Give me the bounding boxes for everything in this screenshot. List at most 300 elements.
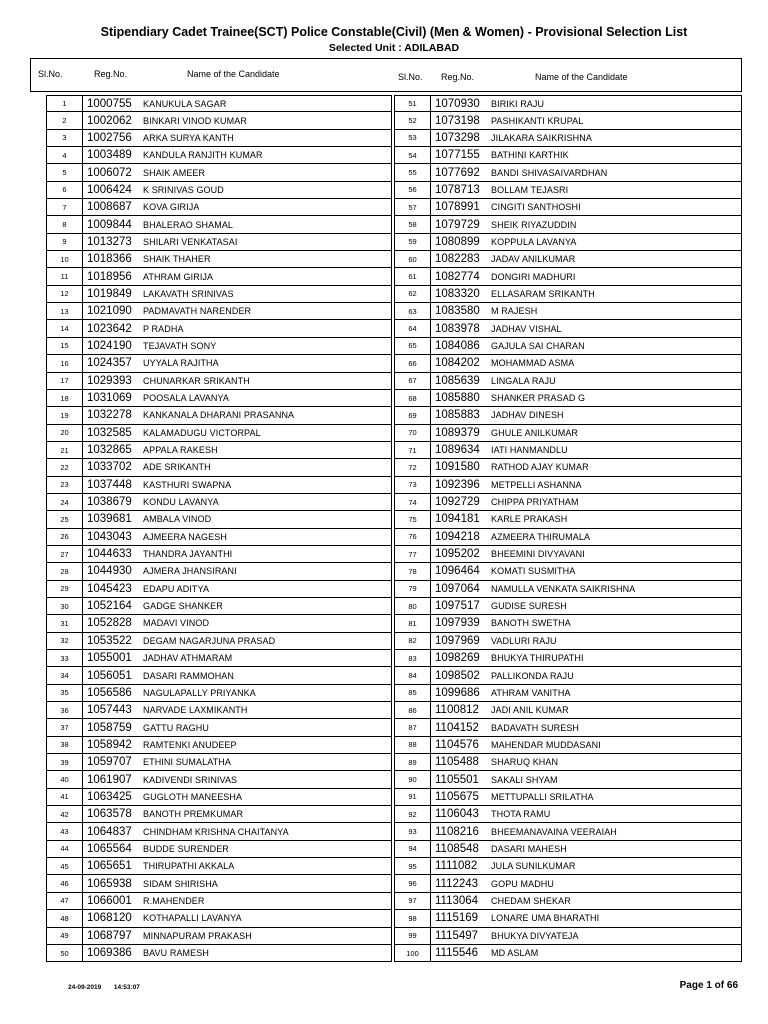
- candidate-name: SHEIK RIYAZUDDIN: [491, 219, 577, 230]
- candidate-name: SHARUQ KHAN: [491, 757, 559, 768]
- candidate-name: GUGLOTH MANEESHA: [143, 791, 243, 802]
- serial-number: 14: [47, 320, 83, 336]
- registration-number: 1106043: [435, 808, 479, 821]
- table-row: [46, 875, 392, 892]
- serial-number: 6: [47, 182, 83, 198]
- registration-number: 1063578: [87, 808, 132, 821]
- candidate-name: SHAIK AMEER: [143, 167, 206, 178]
- registration-number: 1069386: [87, 947, 132, 960]
- table-row: [394, 338, 742, 355]
- candidate-name: DONGIRI MADHURI: [491, 271, 576, 282]
- registration-number: 1033702: [87, 461, 132, 474]
- registration-number: 1085880: [435, 392, 480, 405]
- table-row: [46, 216, 392, 233]
- candidate-name: BAVU RAMESH: [143, 948, 209, 959]
- serial-number: 98: [395, 910, 431, 926]
- registration-number: 1009844: [87, 218, 132, 231]
- registration-number: 1112243: [435, 877, 479, 890]
- table-row: [46, 112, 392, 129]
- serial-number: 4: [47, 147, 83, 163]
- registration-number: 1038679: [87, 496, 132, 509]
- candidate-name: GHULE ANILKUMAR: [491, 427, 579, 438]
- table-row: [46, 841, 392, 858]
- serial-number: 27: [47, 546, 83, 562]
- table-row: [394, 390, 742, 407]
- right-column: [394, 95, 742, 962]
- table-row: [394, 910, 742, 927]
- table-row: [46, 459, 392, 476]
- registration-number: 1056586: [87, 686, 132, 699]
- table-row: [46, 789, 392, 806]
- registration-number: 1045423: [87, 582, 132, 595]
- table-row: [46, 95, 392, 112]
- serial-number: 45: [47, 858, 83, 874]
- registration-number: 1073198: [435, 114, 480, 127]
- registration-number: 1032865: [87, 444, 132, 457]
- candidate-name: JILAKARA SAIKRISHNA: [491, 132, 592, 143]
- serial-number: 80: [395, 598, 431, 614]
- table-row: [394, 771, 742, 788]
- table-row: [394, 303, 742, 320]
- candidate-name: P RADHA: [143, 323, 184, 334]
- table-row: [394, 442, 742, 459]
- registration-number: 1006424: [87, 183, 132, 196]
- table-row: [46, 858, 392, 875]
- serial-number: 16: [47, 355, 83, 371]
- serial-number: 41: [47, 789, 83, 805]
- candidate-name: K SRINIVAS GOUD: [143, 184, 224, 195]
- serial-number: 70: [395, 425, 431, 441]
- registration-number: 1037448: [87, 478, 132, 491]
- table-row: [394, 875, 742, 892]
- candidate-name: CHUNARKAR SRIKANTH: [143, 375, 250, 386]
- candidate-name: JADHAV ATHMARAM: [143, 653, 233, 664]
- candidate-name: JADI ANIL KUMAR: [491, 705, 569, 716]
- candidate-name: BANOTH PREMKUMAR: [143, 809, 244, 820]
- serial-number: 40: [47, 771, 83, 787]
- registration-number: 1043043: [87, 530, 132, 543]
- table-row: [46, 234, 392, 251]
- registration-number: 1084202: [435, 357, 480, 370]
- serial-number: 21: [47, 442, 83, 458]
- candidate-name: MOHAMMAD ASMA: [491, 358, 575, 369]
- candidate-name: SHILARI VENKATASAI: [143, 236, 238, 247]
- registration-number: 1095202: [435, 548, 480, 561]
- registration-number: 1099686: [435, 686, 480, 699]
- candidate-name: ELLASARAM SRIKANTH: [491, 288, 595, 299]
- registration-number: 1089379: [435, 426, 480, 439]
- serial-number: 32: [47, 633, 83, 649]
- registration-number: 1000755: [87, 97, 132, 110]
- candidate-name: THIRUPATHI AKKALA: [143, 861, 235, 872]
- table-row: [394, 147, 742, 164]
- table-row: [394, 685, 742, 702]
- serial-number: 60: [395, 251, 431, 267]
- serial-number: 53: [395, 130, 431, 146]
- candidate-name: KARLE PRAKASH: [491, 514, 568, 525]
- candidate-name: VADLURI RAJU: [491, 635, 557, 646]
- serial-number: 36: [47, 702, 83, 718]
- serial-number: 33: [47, 650, 83, 666]
- footer-date: 24-09-2019: [68, 984, 102, 991]
- candidate-name: GADGE SHANKER: [143, 601, 223, 612]
- serial-number: 5: [47, 164, 83, 180]
- registration-number: 1002062: [87, 114, 132, 127]
- serial-number: 73: [395, 477, 431, 493]
- candidate-name: AMBALA VINOD: [143, 514, 212, 525]
- serial-number: 30: [47, 598, 83, 614]
- candidate-name: BHEEMINI DIVYAVANI: [491, 549, 585, 560]
- table-row: [394, 806, 742, 823]
- table-row: [46, 910, 392, 927]
- table-row: [394, 407, 742, 424]
- table-row: [394, 355, 742, 372]
- table-row: [46, 390, 392, 407]
- table-row: [394, 719, 742, 736]
- registration-number: 1055001: [87, 652, 132, 665]
- serial-number: 31: [47, 615, 83, 631]
- candidate-name: BHUKYA DIVYATEJA: [491, 930, 579, 941]
- candidate-name: AJMEERA NAGESH: [143, 531, 227, 542]
- table-row: [394, 199, 742, 216]
- registration-number: 1080899: [435, 235, 480, 248]
- serial-number: 3: [47, 130, 83, 146]
- table-row: [394, 598, 742, 615]
- registration-number: 1105675: [435, 790, 479, 803]
- table-row: [394, 945, 742, 962]
- table-row: [394, 494, 742, 511]
- registration-number: 1097939: [435, 617, 480, 630]
- candidate-name: BANOTH SWETHA: [491, 618, 571, 629]
- registration-number: 1053522: [87, 634, 132, 647]
- registration-number: 1108216: [435, 825, 479, 838]
- serial-number: 61: [395, 268, 431, 284]
- serial-number: 9: [47, 234, 83, 250]
- registration-number: 1029393: [87, 374, 132, 387]
- table-row: [394, 182, 742, 199]
- registration-number: 1018956: [87, 270, 132, 283]
- candidate-name: KOTHAPALLI LAVANYA: [143, 913, 242, 924]
- registration-number: 1044930: [87, 565, 132, 578]
- serial-number: 38: [47, 737, 83, 753]
- table-row: [46, 442, 392, 459]
- serial-number: 77: [395, 546, 431, 562]
- page-number: Page 1 of 66: [679, 980, 738, 991]
- candidate-name: NARVADE LAXMIKANTH: [143, 705, 248, 716]
- candidate-name: THANDRA JAYANTHI: [143, 549, 233, 560]
- candidate-name: LINGALA RAJU: [491, 375, 556, 386]
- registration-number: 1061907: [87, 773, 132, 786]
- registration-number: 1078991: [435, 201, 480, 214]
- serial-number: 62: [395, 286, 431, 302]
- table-row: [394, 216, 742, 233]
- table-row: [394, 268, 742, 285]
- serial-number: 42: [47, 806, 83, 822]
- registration-number: 1113064: [435, 894, 479, 907]
- candidate-name: IATI HANMANDLU: [491, 445, 568, 456]
- serial-number: 43: [47, 823, 83, 839]
- candidate-name: KOVA GIRIJA: [143, 202, 200, 213]
- registration-number: 1104576: [435, 738, 479, 751]
- table-row: [46, 407, 392, 424]
- serial-number: 96: [395, 875, 431, 891]
- serial-number: 59: [395, 234, 431, 250]
- candidate-name: BOLLAM TEJASRI: [491, 184, 569, 195]
- registration-number: 1065651: [87, 860, 132, 873]
- candidate-name: BUDDE SURENDER: [143, 843, 229, 854]
- table-row: [46, 702, 392, 719]
- registration-number: 1052164: [87, 600, 132, 613]
- serial-number: 86: [395, 702, 431, 718]
- candidate-name: NAGULAPALLY PRIYANKA: [143, 687, 256, 698]
- table-row: [46, 182, 392, 199]
- candidate-name: APPALA RAKESH: [143, 445, 218, 456]
- registration-number: 1002756: [87, 131, 132, 144]
- page-subtitle: Selected Unit : ADILABAD: [328, 42, 460, 54]
- registration-number: 1077155: [435, 149, 480, 162]
- serial-number: 47: [47, 893, 83, 909]
- registration-number: 1023642: [87, 322, 132, 335]
- serial-number: 44: [47, 841, 83, 857]
- candidate-name: JADHAV VISHAL: [491, 323, 562, 334]
- table-row: [394, 615, 742, 632]
- serial-number: 15: [47, 338, 83, 354]
- table-row: [46, 373, 392, 390]
- table-row: [394, 823, 742, 840]
- candidate-name: METPELLI ASHANNA: [491, 479, 582, 490]
- serial-number: 100: [395, 945, 431, 961]
- header-regno-left: Reg.No.: [94, 69, 128, 79]
- registration-number: 1085883: [435, 409, 480, 422]
- serial-number: 75: [395, 511, 431, 527]
- serial-number: 52: [395, 112, 431, 128]
- candidate-name: BANDI SHIVASAIVARDHAN: [491, 167, 608, 178]
- table-row: [394, 893, 742, 910]
- table-row: [394, 529, 742, 546]
- serial-number: 34: [47, 667, 83, 683]
- registration-number: 1039681: [87, 513, 132, 526]
- table-row: [46, 251, 392, 268]
- serial-number: 57: [395, 199, 431, 215]
- table-row: [46, 685, 392, 702]
- serial-number: 89: [395, 754, 431, 770]
- registration-number: 1108548: [435, 842, 479, 855]
- registration-number: 1057443: [87, 704, 132, 717]
- serial-number: 85: [395, 685, 431, 701]
- serial-number: 12: [47, 286, 83, 302]
- header-name-left: Name of the Candidate: [187, 69, 280, 79]
- candidate-name: JADAV ANILKUMAR: [491, 254, 576, 265]
- serial-number: 56: [395, 182, 431, 198]
- candidate-name: DEGAM NAGARJUNA PRASAD: [143, 635, 276, 646]
- table-row: [394, 112, 742, 129]
- serial-number: 74: [395, 494, 431, 510]
- serial-number: 94: [395, 841, 431, 857]
- serial-number: 35: [47, 685, 83, 701]
- serial-number: 23: [47, 477, 83, 493]
- registration-number: 1092396: [435, 478, 480, 491]
- serial-number: 51: [395, 96, 431, 111]
- table-row: [46, 581, 392, 598]
- table-row: [394, 511, 742, 528]
- header-slno-left: Sl.No.: [38, 69, 63, 79]
- candidate-name: BHEEMANAVAINA VEERAIAH: [491, 826, 617, 837]
- registration-number: 1003489: [87, 149, 132, 162]
- serial-number: 2: [47, 112, 83, 128]
- registration-number: 1032585: [87, 426, 132, 439]
- candidate-name: ATHRAM GIRIJA: [143, 271, 214, 282]
- registration-number: 1068797: [87, 929, 132, 942]
- candidate-name: SAKALI SHYAM: [491, 774, 558, 785]
- serial-number: 95: [395, 858, 431, 874]
- serial-number: 18: [47, 390, 83, 406]
- candidate-name: BHUKYA THIRUPATHI: [491, 653, 584, 664]
- registration-number: 1013273: [87, 235, 132, 248]
- serial-number: 19: [47, 407, 83, 423]
- registration-number: 1066001: [87, 894, 132, 907]
- registration-number: 1006072: [87, 166, 132, 179]
- serial-number: 26: [47, 529, 83, 545]
- left-column: [46, 95, 392, 962]
- table-row: [394, 702, 742, 719]
- page-title: Stipendiary Cadet Trainee(SCT) Police Constable(Civil) (Men & Women) - Provisional Selection List: [100, 25, 688, 39]
- candidate-name: RATHOD AJAY KUMAR: [491, 462, 589, 473]
- candidate-name: KADIVENDI SRINIVAS: [143, 774, 238, 785]
- serial-number: 48: [47, 910, 83, 926]
- table-row: [394, 650, 742, 667]
- registration-number: 1068120: [87, 912, 132, 925]
- table-row: [394, 754, 742, 771]
- table-row: [46, 320, 392, 337]
- table-row: [394, 130, 742, 147]
- serial-number: 50: [47, 945, 83, 961]
- candidate-name: LAKAVATH SRINIVAS: [143, 288, 234, 299]
- table-row: [394, 477, 742, 494]
- serial-number: 76: [395, 529, 431, 545]
- header-regno-right: Reg.No.: [441, 72, 475, 82]
- candidate-name: AZMEERA THIRUMALA: [491, 531, 591, 542]
- candidate-name: BHALERAO SHAMAL: [143, 219, 234, 230]
- candidate-name: BINKARI VINOD KUMAR: [143, 115, 247, 126]
- table-row: [46, 286, 392, 303]
- candidate-name: GAJULA SAI CHARAN: [491, 340, 585, 351]
- registration-number: 1097517: [435, 600, 480, 613]
- footer-datetime: [68, 984, 140, 991]
- header-name-right: Name of the Candidate: [535, 72, 628, 82]
- candidate-name: TEJAVATH SONY: [143, 340, 217, 351]
- table-row: [46, 563, 392, 580]
- table-row: [46, 806, 392, 823]
- candidate-name: UYYALA RAJITHA: [143, 358, 219, 369]
- candidate-name: THOTA RAMU: [491, 809, 551, 820]
- table-row: [46, 425, 392, 442]
- registration-number: 1083978: [435, 322, 480, 335]
- candidate-name: ATHRAM VANITHA: [491, 687, 571, 698]
- registration-number: 1094181: [435, 513, 480, 526]
- registration-number: 1056051: [87, 669, 132, 682]
- table-row: [46, 893, 392, 910]
- candidate-name: CHINDHAM KRISHNA CHAITANYA: [143, 826, 289, 837]
- table-row: [46, 598, 392, 615]
- table-row: [394, 373, 742, 390]
- candidate-name: KANKANALA DHARANI PRASANNA: [143, 410, 295, 421]
- table-row: [46, 529, 392, 546]
- table-row: [394, 286, 742, 303]
- candidate-name: SIDAM SHIRISHA: [143, 878, 218, 889]
- serial-number: 79: [395, 581, 431, 597]
- serial-number: 99: [395, 928, 431, 944]
- table-row: [394, 563, 742, 580]
- registration-number: 1104152: [435, 721, 479, 734]
- table-row: [46, 667, 392, 684]
- table-row: [46, 823, 392, 840]
- serial-number: 1: [47, 96, 83, 111]
- table-row: [46, 719, 392, 736]
- serial-number: 10: [47, 251, 83, 267]
- table-row: [46, 928, 392, 945]
- serial-number: 91: [395, 789, 431, 805]
- table-row: [394, 581, 742, 598]
- serial-number: 82: [395, 633, 431, 649]
- registration-number: 1092729: [435, 496, 480, 509]
- table-row: [394, 546, 742, 563]
- serial-number: 17: [47, 373, 83, 389]
- registration-number: 1079729: [435, 218, 480, 231]
- registration-number: 1059707: [87, 756, 132, 769]
- table-row: [46, 511, 392, 528]
- serial-number: 7: [47, 199, 83, 215]
- serial-number: 65: [395, 338, 431, 354]
- candidate-name: PASHIKANTI KRUPAL: [491, 115, 584, 126]
- registration-number: 1098502: [435, 669, 480, 682]
- table-row: [394, 459, 742, 476]
- registration-number: 1073298: [435, 131, 480, 144]
- registration-number: 1105501: [435, 773, 479, 786]
- candidate-name: POOSALA LAVANYA: [143, 393, 230, 404]
- registration-number: 1096464: [435, 565, 480, 578]
- registration-number: 1082774: [435, 270, 480, 283]
- table-row: [46, 754, 392, 771]
- candidate-name: METTUPALLI SRILATHA: [491, 791, 594, 802]
- candidate-name: BATHINI KARTHIK: [491, 150, 569, 161]
- registration-number: 1105488: [435, 756, 479, 769]
- candidate-name: KONDU LAVANYA: [143, 497, 219, 508]
- registration-number: 1021090: [87, 305, 132, 318]
- registration-number: 1078713: [435, 183, 480, 196]
- registration-number: 1018366: [87, 253, 132, 266]
- registration-number: 1082283: [435, 253, 480, 266]
- table-row: [46, 615, 392, 632]
- candidate-name: MD ASLAM: [491, 948, 539, 959]
- candidate-name: CHEDAM SHEKAR: [491, 895, 571, 906]
- candidate-name: MINNAPURAM PRAKASH: [143, 930, 252, 941]
- registration-number: 1070930: [435, 97, 480, 110]
- serial-number: 29: [47, 581, 83, 597]
- table-row: [394, 425, 742, 442]
- serial-number: 22: [47, 459, 83, 475]
- serial-number: 8: [47, 216, 83, 232]
- table-row: [46, 477, 392, 494]
- registration-number: 1097969: [435, 634, 480, 647]
- candidate-name: ETHINI SUMALATHA: [143, 757, 231, 768]
- candidate-name: PALLIKONDA RAJU: [491, 670, 574, 681]
- serial-number: 81: [395, 615, 431, 631]
- registration-number: 1031069: [87, 392, 132, 405]
- serial-number: 90: [395, 771, 431, 787]
- registration-number: 1100812: [435, 704, 479, 717]
- serial-number: 28: [47, 563, 83, 579]
- serial-number: 69: [395, 407, 431, 423]
